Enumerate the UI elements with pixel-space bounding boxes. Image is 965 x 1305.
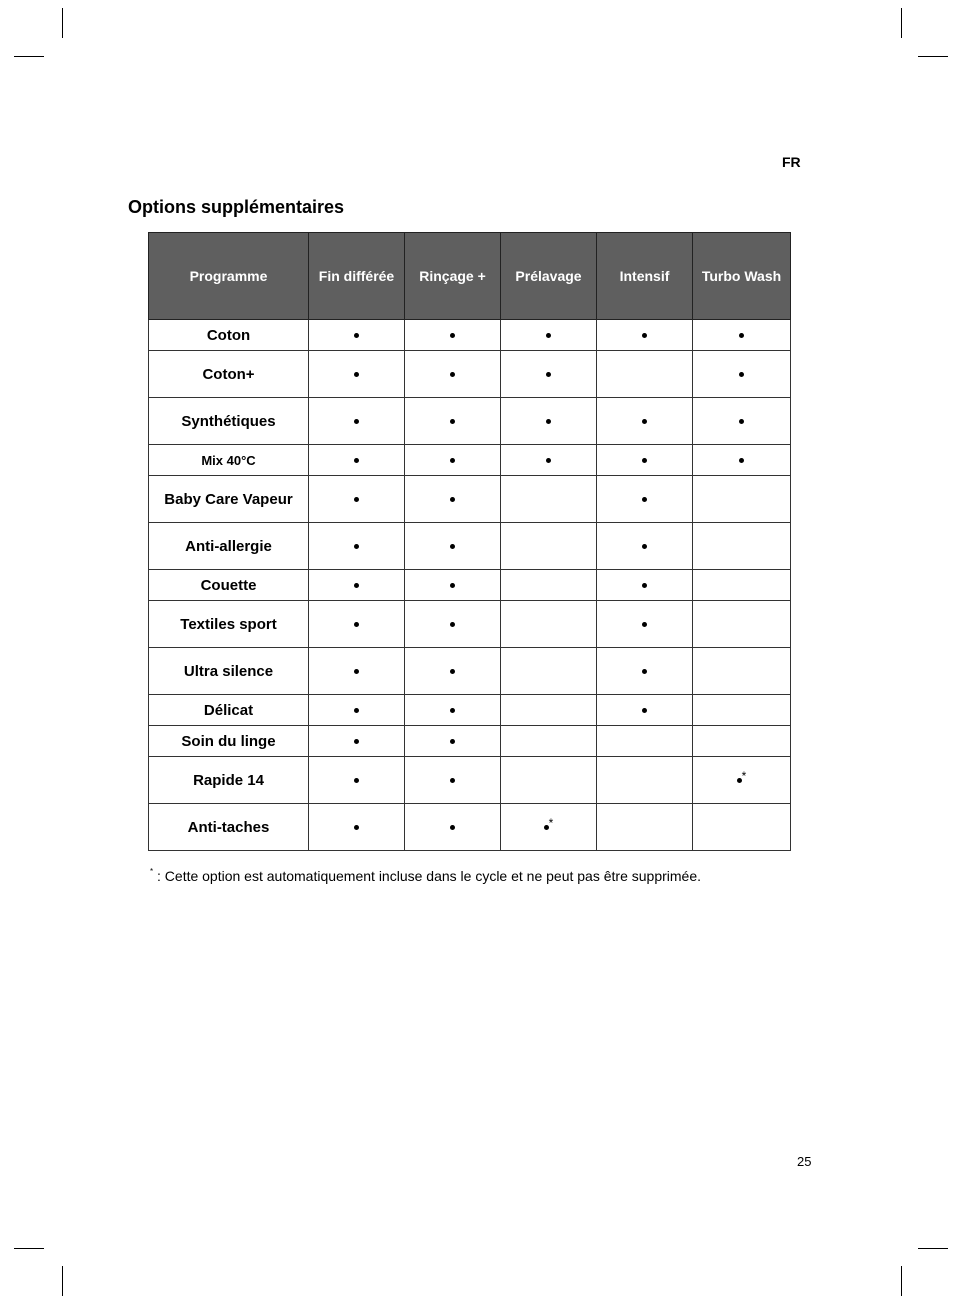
program-name: Textiles sport [149,601,309,648]
option-cell [309,523,405,570]
availability-dot-icon [354,825,359,830]
program-name: Baby Care Vapeur [149,476,309,523]
availability-dot-icon [450,739,455,744]
footnote-marker: * [548,815,554,830]
option-cell [309,476,405,523]
availability-dot-icon [450,458,455,463]
option-cell [597,601,693,648]
availability-dot-icon [546,333,551,338]
option-cell [309,757,405,804]
availability-dot-icon [544,825,549,830]
program-name: Soin du linge [149,726,309,757]
column-header: Turbo Wash [693,233,791,320]
option-cell [309,351,405,398]
availability-dot-icon [450,497,455,502]
option-cell [309,445,405,476]
footnote [150,868,701,884]
option-cell [309,601,405,648]
column-header: Intensif [597,233,693,320]
availability-dot-icon [450,372,455,377]
table-row [149,320,791,351]
option-cell [405,320,501,351]
availability-dot-icon [354,669,359,674]
option-cell [501,523,597,570]
availability-dot-icon [642,419,647,424]
availability-dot-icon [642,458,647,463]
option-cell [405,523,501,570]
footnote-marker: * [741,768,747,783]
option-cell [501,695,597,726]
table-body [149,320,791,851]
option-cell [597,804,693,851]
option-cell [597,695,693,726]
option-cell [405,570,501,601]
option-cell [597,445,693,476]
availability-dot-icon [450,583,455,588]
availability-dot-icon [642,622,647,627]
program-name: Couette [149,570,309,601]
column-header: Prélavage [501,233,597,320]
availability-dot-icon [642,669,647,674]
crop-mark [14,1248,44,1249]
availability-dot-icon [354,497,359,502]
option-cell [309,726,405,757]
availability-dot-icon [450,419,455,424]
availability-dot-icon [450,825,455,830]
table-row [149,804,791,851]
option-cell [693,476,791,523]
crop-mark [62,1266,63,1296]
availability-dot-icon [546,419,551,424]
availability-dot-icon [354,708,359,713]
availability-dot-icon [739,333,744,338]
option-cell [309,570,405,601]
option-cell [309,398,405,445]
availability-dot-icon [642,708,647,713]
options-table [148,232,791,851]
program-name: Anti-allergie [149,523,309,570]
availability-dot-icon [450,708,455,713]
option-cell [597,523,693,570]
availability-dot-icon [546,372,551,377]
availability-dot-icon [354,333,359,338]
crop-mark [918,1248,948,1249]
option-cell [597,320,693,351]
availability-dot-icon [450,544,455,549]
availability-dot-icon [739,458,744,463]
program-name: Délicat [149,695,309,726]
option-cell [597,398,693,445]
crop-mark [901,1266,902,1296]
option-cell [501,398,597,445]
option-cell [501,648,597,695]
option-cell [501,757,597,804]
availability-dot-icon [450,333,455,338]
option-cell [693,398,791,445]
option-cell [693,320,791,351]
availability-dot-icon [450,778,455,783]
table-row [149,648,791,695]
option-cell [501,320,597,351]
availability-dot-icon [354,372,359,377]
program-name: Coton+ [149,351,309,398]
option-cell [597,726,693,757]
option-cell [501,726,597,757]
option-cell [501,476,597,523]
option-cell [693,445,791,476]
option-cell [693,726,791,757]
option-cell [501,804,597,851]
table-header-row [149,233,791,320]
option-cell [693,648,791,695]
program-name: Rapide 14 [149,757,309,804]
section-title: Options supplémentaires [128,197,345,217]
availability-dot-icon [354,583,359,588]
program-name: Mix 40°C [149,445,309,476]
table-row [149,476,791,523]
option-cell [309,320,405,351]
availability-dot-icon [450,622,455,627]
option-cell [405,398,501,445]
table-row [149,523,791,570]
option-cell [501,601,597,648]
availability-dot-icon [642,583,647,588]
option-cell [693,757,791,804]
option-cell [405,648,501,695]
option-cell [693,695,791,726]
table-row [149,398,791,445]
availability-dot-icon [450,669,455,674]
availability-dot-icon [642,497,647,502]
option-cell [405,695,501,726]
footnote-marker: * [150,867,154,876]
crop-mark [62,8,63,38]
availability-dot-icon [354,622,359,627]
option-cell [693,523,791,570]
column-header: Rinçage + [405,233,501,320]
table-row [149,570,791,601]
option-cell [597,570,693,601]
option-cell [405,601,501,648]
page-number: 25 [797,1154,812,1169]
option-cell [405,726,501,757]
availability-dot-icon [642,544,647,549]
availability-dot-icon [737,778,742,783]
crop-mark [14,56,44,57]
availability-dot-icon [739,419,744,424]
option-cell [597,351,693,398]
availability-dot-icon [642,333,647,338]
crop-mark [901,8,902,38]
table-row [149,757,791,804]
option-cell [309,695,405,726]
availability-dot-icon [354,419,359,424]
option-cell [693,351,791,398]
table-row [149,695,791,726]
table-row [149,601,791,648]
option-cell [405,351,501,398]
availability-dot-icon [739,372,744,377]
availability-dot-icon [354,778,359,783]
table-row [149,726,791,757]
option-cell [597,757,693,804]
option-cell [309,804,405,851]
option-cell [309,648,405,695]
column-header: Programme [149,233,309,320]
availability-dot-icon [354,739,359,744]
program-name: Synthétiques [149,398,309,445]
option-cell [501,445,597,476]
program-name: Anti-taches [149,804,309,851]
program-name: Ultra silence [149,648,309,695]
option-cell [501,351,597,398]
option-cell [693,570,791,601]
program-name: Coton [149,320,309,351]
table-row [149,351,791,398]
option-cell [405,757,501,804]
column-header: Fin différée [309,233,405,320]
footnote-text: : Cette option est automatiquement incluse dans le cycle et ne peut pas être supprimée. [157,868,701,884]
availability-dot-icon [354,544,359,549]
option-cell [693,601,791,648]
option-cell [693,804,791,851]
language-label: FR [782,154,801,170]
option-cell [597,648,693,695]
availability-dot-icon [354,458,359,463]
availability-dot-icon [546,458,551,463]
option-cell [501,570,597,601]
crop-mark [918,56,948,57]
option-cell [405,804,501,851]
option-cell [597,476,693,523]
option-cell [405,445,501,476]
table-row [149,445,791,476]
option-cell [405,476,501,523]
